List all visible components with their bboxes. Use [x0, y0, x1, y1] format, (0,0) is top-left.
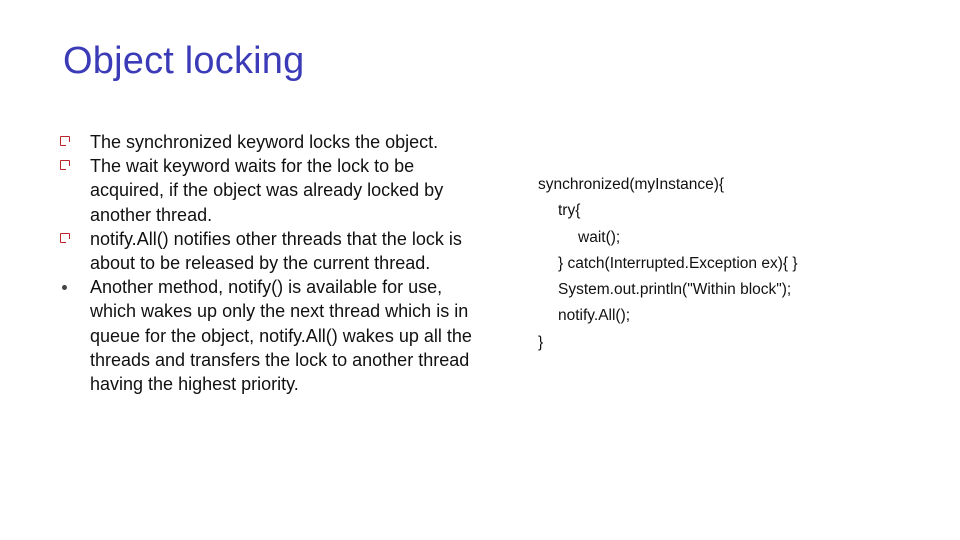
square-bullet-icon	[60, 233, 72, 245]
square-bullet-icon	[60, 160, 72, 172]
code-line: wait();	[578, 228, 621, 246]
bullet-text: Another method, notify() is available for use, which wakes up only the next thread which is in queue for the object, notify.All() wakes up all the threads and transfers the lock to another thread having the highest priority.	[90, 277, 472, 395]
bullet-text: The synchronized keyword locks the object.	[90, 132, 439, 152]
code-line: notify.All();	[558, 307, 631, 325]
slide-title: Object locking	[63, 40, 305, 82]
bullet-item	[60, 227, 480, 275]
square-bullet-icon	[60, 136, 72, 148]
code-line: synchronized(myInstance){	[538, 176, 725, 193]
dot-bullet-icon	[60, 281, 72, 293]
bullet-text: The wait keyword waits for the lock to be acquired, if the object was already locked by another thread.	[90, 156, 444, 225]
code-line: }	[538, 333, 544, 351]
bullet-item	[60, 154, 480, 227]
code-line: } catch(Interrupted.Exception ex){ }	[558, 254, 798, 272]
code-sample	[538, 172, 938, 356]
bullet-text: notify.All() notifies other threads that the lock is about to be released by the current thread.	[90, 228, 462, 274]
code-line: try{	[558, 202, 581, 220]
bullet-item	[60, 130, 480, 154]
code-line: System.out.println("Within block");	[558, 281, 792, 299]
bullet-list	[60, 130, 480, 396]
bullet-item	[60, 275, 480, 396]
